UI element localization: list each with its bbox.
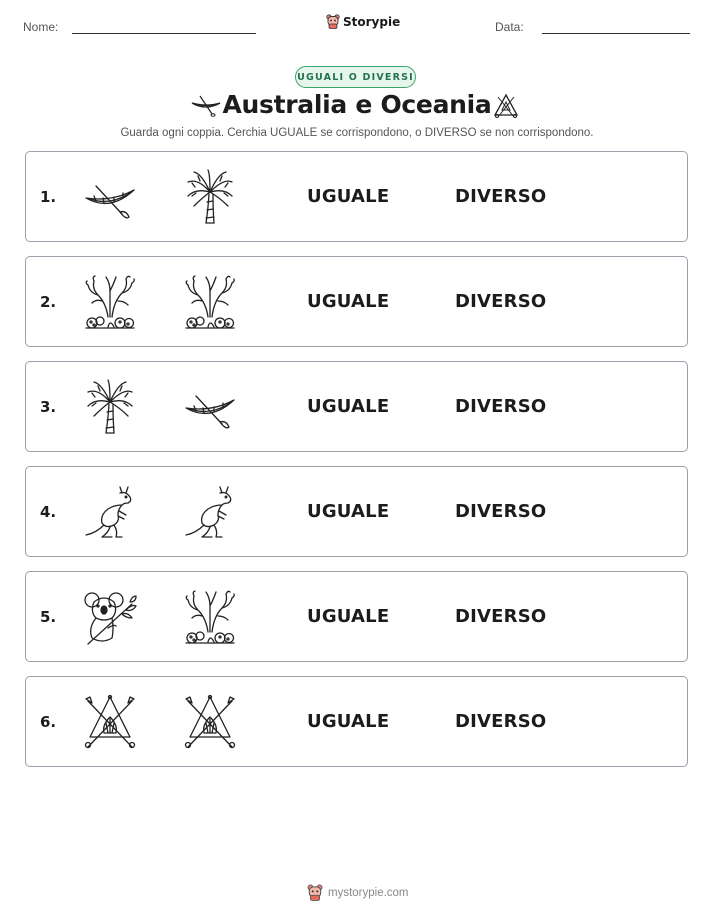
row-right-picture <box>182 378 238 436</box>
canoe-icon <box>82 168 138 226</box>
choice-same[interactable]: UGUALE <box>307 501 390 522</box>
date-label: Data: <box>495 20 524 34</box>
choice-same[interactable]: UGUALE <box>307 606 390 627</box>
row-right-picture <box>182 483 238 541</box>
exercise-row-3 <box>25 361 688 452</box>
row-number: 4. <box>40 503 57 521</box>
row-left-picture <box>82 588 138 646</box>
tribal-emblem-icon <box>82 693 138 751</box>
canoe-icon <box>182 378 238 436</box>
coral-icon <box>182 588 238 646</box>
date-line[interactable] <box>542 33 690 34</box>
row-number: 1. <box>40 188 57 206</box>
choice-different[interactable]: DIVERSO <box>455 501 547 522</box>
choice-same[interactable]: UGUALE <box>307 291 390 312</box>
row-left-picture <box>82 273 138 331</box>
row-right-picture <box>182 693 238 751</box>
storypie-mascot-icon <box>307 884 323 901</box>
choice-different[interactable]: DIVERSO <box>455 711 547 732</box>
choice-different[interactable]: DIVERSO <box>455 606 547 627</box>
choice-same[interactable]: UGUALE <box>307 711 390 732</box>
exercise-row-1 <box>25 151 688 242</box>
name-line[interactable] <box>72 33 256 34</box>
coral-icon <box>182 273 238 331</box>
name-label: Nome: <box>23 20 59 34</box>
palm-tree-icon <box>82 378 138 436</box>
footer-url[interactable]: mystorypie.com <box>328 886 409 899</box>
row-left-picture <box>82 693 138 751</box>
palm-tree-icon <box>182 168 238 226</box>
row-left-picture <box>82 168 138 226</box>
exercise-row-6 <box>25 676 688 767</box>
exercise-row-2 <box>25 256 688 347</box>
kangaroo-icon <box>82 483 138 541</box>
instructions: Guarda ogni coppia. Cerchia UGUALE se corrispondono, o DIVERSO se non corrispondono. <box>120 127 594 139</box>
brand-logo <box>326 14 400 29</box>
choice-same[interactable]: UGUALE <box>307 396 390 417</box>
coral-icon <box>82 273 138 331</box>
koala-icon <box>82 588 138 646</box>
row-right-picture <box>182 273 238 331</box>
storypie-mascot-icon <box>326 14 340 29</box>
row-number: 6. <box>40 713 57 731</box>
row-right-picture <box>182 588 238 646</box>
worksheet-type-badge: UGUALI O DIVERSI <box>295 66 416 88</box>
row-number: 2. <box>40 293 57 311</box>
exercise-row-5 <box>25 571 688 662</box>
row-left-picture <box>82 378 138 436</box>
brand-name: Storypie <box>343 14 401 29</box>
page-title: Australia e Oceania <box>222 90 492 119</box>
exercise-row-4 <box>25 466 688 557</box>
tribal-emblem-icon <box>492 92 520 120</box>
footer <box>307 884 409 901</box>
row-left-picture <box>82 483 138 541</box>
row-right-picture <box>182 168 238 226</box>
choice-same[interactable]: UGUALE <box>307 186 390 207</box>
row-number: 3. <box>40 398 57 416</box>
tribal-emblem-icon <box>182 693 238 751</box>
row-number: 5. <box>40 608 57 626</box>
choice-different[interactable]: DIVERSO <box>455 396 547 417</box>
kangaroo-icon <box>182 483 238 541</box>
choice-different[interactable]: DIVERSO <box>455 291 547 312</box>
choice-different[interactable]: DIVERSO <box>455 186 547 207</box>
